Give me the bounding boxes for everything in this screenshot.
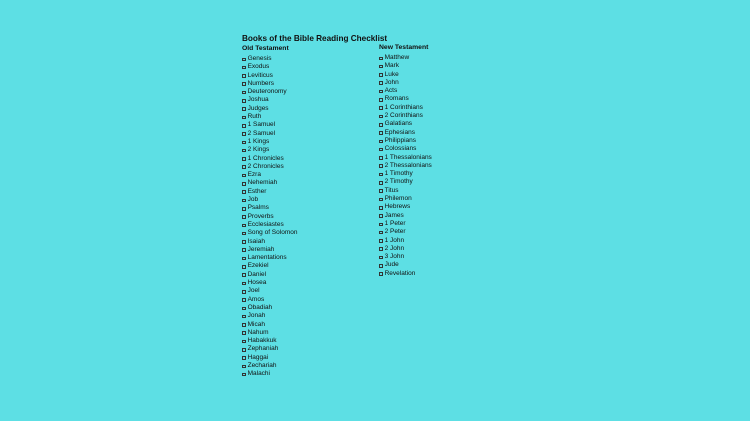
checkbox[interactable] (242, 91, 246, 95)
checklist-item (242, 296, 297, 304)
book-name: Leviticus (247, 71, 273, 79)
checkbox[interactable] (379, 272, 383, 276)
book-name: 1 Samuel (247, 121, 276, 129)
checkbox[interactable] (242, 365, 246, 369)
checkbox[interactable] (242, 290, 246, 294)
checkbox[interactable] (242, 141, 246, 145)
checklist-item (242, 304, 297, 312)
book-name: Malachi (247, 370, 270, 378)
book-name: 2 Samuel (247, 129, 276, 137)
checkbox[interactable] (242, 165, 246, 169)
checklist-item (242, 362, 297, 370)
checkbox[interactable] (379, 173, 383, 177)
book-name: 1 Kings (247, 137, 270, 145)
checklist-item (242, 96, 297, 104)
checklist-item (379, 54, 432, 62)
checkbox[interactable] (242, 82, 246, 86)
book-name: James (384, 211, 404, 219)
book-name: 3 John (384, 253, 405, 261)
book-name: Mark (384, 62, 400, 70)
checkbox[interactable] (379, 73, 383, 77)
checkbox[interactable] (242, 74, 246, 78)
book-name: Ezra (247, 171, 261, 179)
checklist-item (379, 195, 432, 203)
checklist-item (242, 354, 297, 362)
checklist-item (379, 112, 432, 120)
checklist-item (242, 312, 297, 320)
checkbox[interactable] (379, 123, 383, 127)
checkbox[interactable] (242, 323, 246, 327)
book-name: Zechariah (247, 361, 277, 369)
book-name: 2 Corinthians (384, 112, 423, 120)
checklist-item (379, 104, 432, 112)
checkbox[interactable] (379, 214, 383, 218)
checkbox[interactable] (242, 132, 246, 136)
book-name: 2 Kings (247, 146, 270, 154)
checkbox[interactable] (242, 99, 246, 103)
checklist-item (242, 171, 297, 179)
checkbox[interactable] (379, 247, 383, 251)
book-name: Daniel (247, 270, 267, 278)
checkbox[interactable] (379, 98, 383, 102)
checklist-item (242, 113, 297, 121)
checkbox[interactable] (379, 57, 383, 61)
book-name: Colossians (384, 145, 417, 153)
book-name: 2 Peter (384, 228, 406, 236)
checklist-item (379, 120, 432, 128)
checklist-item (242, 155, 297, 163)
checkbox[interactable] (379, 65, 383, 69)
checkbox[interactable] (379, 140, 383, 144)
book-name: Hosea (247, 279, 267, 287)
checklist-item (242, 55, 297, 63)
book-name: Proverbs (247, 212, 274, 220)
book-name: Deuteronomy (247, 88, 287, 96)
checklist-item (242, 238, 297, 246)
book-name: Micah (247, 320, 265, 328)
book-name: Ephesians (384, 128, 415, 136)
book-name: Joshua (247, 96, 269, 104)
checklist-item (379, 187, 432, 195)
checkbox[interactable] (242, 307, 246, 311)
book-name: 1 John (384, 236, 405, 244)
checkbox[interactable] (379, 164, 383, 168)
checklist-item (379, 170, 432, 178)
book-name: Esther (247, 187, 267, 195)
book-name: 2 John (384, 244, 405, 252)
book-name: Jude (384, 261, 399, 269)
book-name: 1 Thessalonians (384, 153, 432, 161)
checklist-item (242, 121, 297, 129)
checklist-item (242, 179, 297, 187)
checklist-item (242, 213, 297, 221)
checklist-item (379, 79, 432, 87)
checklist-item (242, 196, 297, 204)
checkbox[interactable] (242, 66, 246, 70)
checkbox[interactable] (242, 207, 246, 211)
checkbox[interactable] (242, 224, 246, 228)
book-name: 2 Thessalonians (384, 161, 432, 169)
checkbox[interactable] (379, 181, 383, 185)
book-name: 1 Peter (384, 219, 406, 227)
checklist-item (242, 329, 297, 337)
checklist-item (242, 204, 297, 212)
book-name: Jeremiah (247, 245, 275, 253)
book-name: 1 Timothy (384, 170, 413, 178)
checkbox[interactable] (242, 298, 246, 302)
checklist-item (242, 279, 297, 287)
checklist-item (379, 237, 432, 245)
book-name: Nehemiah (247, 179, 278, 187)
checkbox[interactable] (242, 240, 246, 244)
book-name: Ruth (247, 113, 262, 121)
checkbox[interactable] (242, 273, 246, 277)
book-name: Titus (384, 186, 399, 194)
checkbox[interactable] (242, 215, 246, 219)
checkbox[interactable] (242, 315, 246, 319)
checklist-item (379, 95, 432, 103)
checkbox[interactable] (379, 223, 383, 227)
checklist-item (242, 163, 297, 171)
checkbox[interactable] (379, 90, 383, 94)
checklist-item (242, 72, 297, 80)
checkbox[interactable] (242, 157, 246, 161)
book-name: Psalms (247, 204, 269, 212)
checklist-item (242, 229, 297, 237)
checklist-item (379, 62, 432, 70)
page-title: Books of the Bible Reading Checklist (242, 34, 388, 43)
book-name: 1 Corinthians (384, 103, 423, 111)
book-name: Exodus (247, 63, 270, 71)
checklist-item (242, 370, 297, 378)
checklist-item (379, 253, 432, 261)
checkbox[interactable] (379, 156, 383, 160)
checkbox[interactable] (242, 232, 246, 236)
book-name: Romans (384, 95, 409, 103)
book-name: John (384, 78, 399, 86)
checklist-item (242, 321, 297, 329)
checkbox[interactable] (242, 257, 246, 261)
checklist-item (379, 228, 432, 236)
book-name: Revelation (384, 269, 416, 277)
checkbox[interactable] (242, 199, 246, 203)
checkbox[interactable] (242, 58, 246, 62)
book-name: Numbers (247, 79, 274, 87)
book-name: Habakkuk (247, 337, 277, 345)
checklist-item (242, 337, 297, 345)
checkbox[interactable] (379, 148, 383, 152)
checklist-item (379, 137, 432, 145)
checklist-item (242, 105, 297, 113)
book-name: Zephaniah (247, 345, 279, 353)
checkbox[interactable] (242, 174, 246, 178)
checkbox[interactable] (242, 248, 246, 252)
checklist-item (242, 88, 297, 96)
checklist-item (379, 261, 432, 269)
checklist-item (242, 271, 297, 279)
checklist-item (379, 212, 432, 220)
checklist-item (379, 203, 432, 211)
book-name: Philemon (384, 195, 412, 203)
book-name: Judges (247, 104, 269, 112)
checklist-item (379, 87, 432, 95)
book-name: Nahum (247, 328, 269, 336)
checklist-item (242, 130, 297, 138)
new-testament-list (379, 54, 432, 278)
checkbox[interactable] (379, 231, 383, 235)
book-name: 2 Timothy (384, 178, 413, 186)
checklist-item (379, 154, 432, 162)
checkbox[interactable] (242, 282, 246, 286)
book-name: Acts (384, 87, 398, 95)
checklist-item (379, 220, 432, 228)
checkbox[interactable] (242, 373, 246, 377)
checkbox[interactable] (242, 340, 246, 344)
book-name: Lamentations (247, 254, 287, 262)
old-testament-heading: Old Testament (242, 45, 289, 52)
checklist-item (242, 287, 297, 295)
checkbox[interactable] (242, 182, 246, 186)
checkbox[interactable] (242, 124, 246, 128)
checklist-item (379, 145, 432, 153)
checkbox[interactable] (379, 239, 383, 243)
book-name: Obadiah (247, 303, 273, 311)
checklist-item (379, 270, 432, 278)
book-name: Galatians (384, 120, 413, 128)
checklist-item (242, 63, 297, 71)
checkbox[interactable] (379, 198, 383, 202)
checkbox[interactable] (242, 107, 246, 111)
book-name: Genesis (247, 55, 272, 62)
new-testament-heading: New Testament (379, 44, 429, 51)
checkbox[interactable] (379, 115, 383, 119)
book-name: Philippians (384, 136, 417, 144)
checkbox[interactable] (379, 131, 383, 135)
checklist-item (379, 162, 432, 170)
checklist-item (242, 345, 297, 353)
checklist-item (242, 254, 297, 262)
checklist-item (242, 146, 297, 154)
book-name: Jonah (247, 312, 266, 320)
checkbox[interactable] (379, 81, 383, 85)
checkbox[interactable] (379, 189, 383, 193)
checklist-item (379, 129, 432, 137)
book-name: Hebrews (384, 203, 411, 211)
book-name: Matthew (384, 54, 410, 61)
checklist-item (242, 246, 297, 254)
checklist-item (242, 138, 297, 146)
checklist-document (242, 34, 502, 378)
checkbox[interactable] (379, 256, 383, 260)
book-name: Haggai (247, 353, 269, 361)
checkbox[interactable] (379, 264, 383, 268)
checklist-item (242, 221, 297, 229)
old-testament-list (242, 55, 297, 379)
book-name: 1 Chronicles (247, 154, 284, 162)
checkbox[interactable] (242, 331, 246, 335)
book-name: Job (247, 196, 259, 204)
checkbox[interactable] (242, 149, 246, 153)
checkbox[interactable] (242, 116, 246, 120)
old-testament-column (242, 44, 297, 379)
book-name: Isaiah (247, 237, 265, 245)
checklist-item (242, 262, 297, 270)
book-name: Ecclesiastes (247, 220, 284, 228)
checklist-item (379, 71, 432, 79)
book-name: Song of Solomon (247, 229, 298, 237)
checkbox[interactable] (242, 348, 246, 352)
book-name: Joel (247, 287, 260, 295)
checklist-item (379, 178, 432, 186)
checkbox[interactable] (379, 206, 383, 210)
checklist-item (379, 245, 432, 253)
book-name: Luke (384, 70, 399, 78)
checkbox[interactable] (242, 190, 246, 194)
new-testament-column (379, 43, 432, 278)
book-name: Ezekiel (247, 262, 269, 270)
checkbox[interactable] (379, 106, 383, 110)
checkbox[interactable] (242, 356, 246, 360)
book-name: Amos (247, 295, 265, 303)
checklist-item (242, 80, 297, 88)
checklist-item (242, 188, 297, 196)
book-name: 2 Chronicles (247, 162, 284, 170)
checkbox[interactable] (242, 265, 246, 269)
